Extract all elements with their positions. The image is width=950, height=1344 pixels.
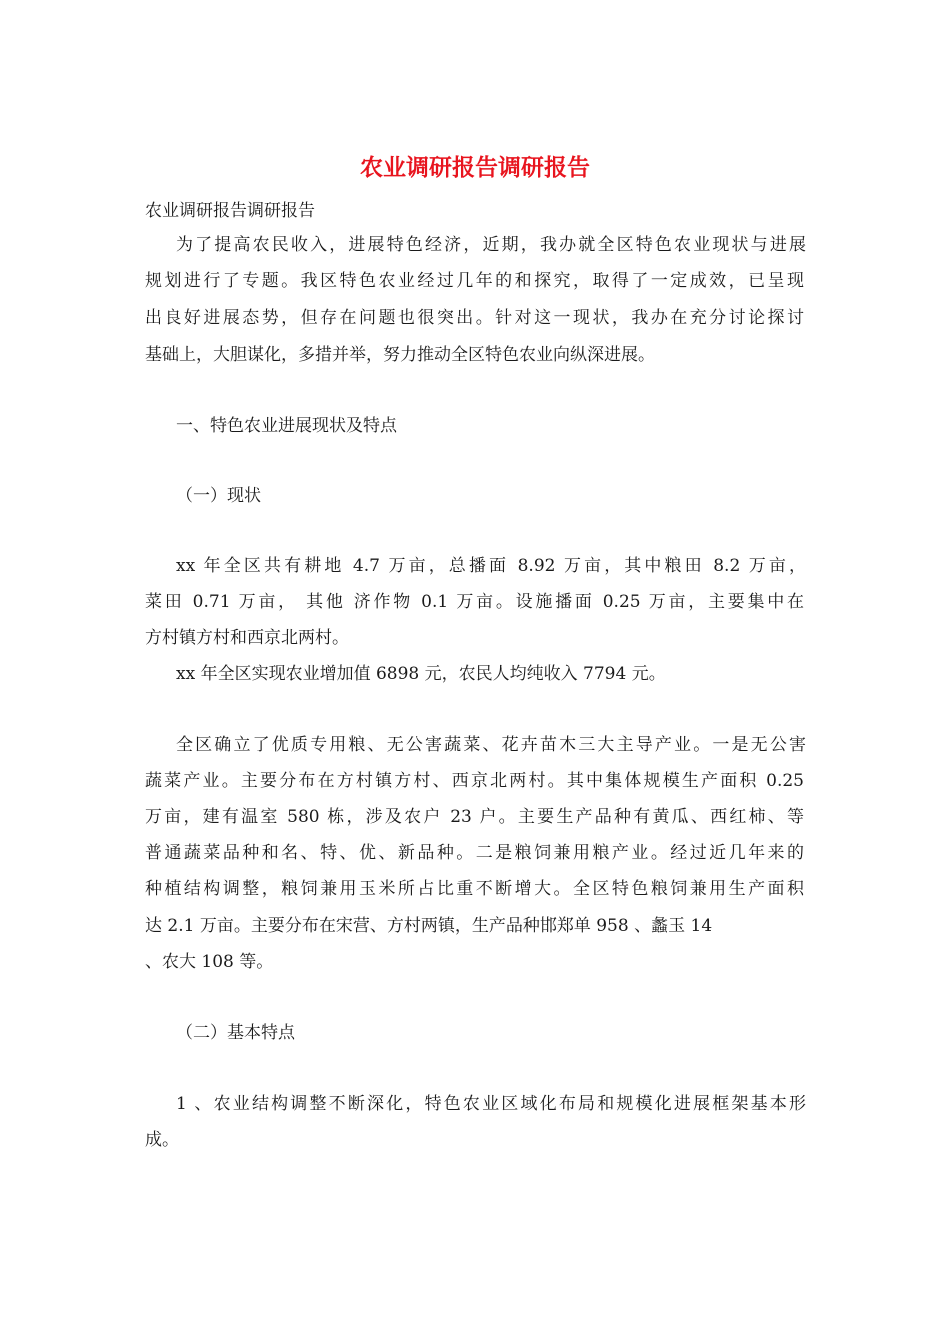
feature-line: 1 、农业结构调整不断深化，特色农业区域化布局和规模化进展框架基本形 — [176, 1094, 806, 1114]
industry-line: 蔬菜产业。主要分布在方村镇方村、西京北两村。其中集体规模生产面积 0.25 — [145, 771, 804, 791]
status-line: 菜田 0.71 万亩， 其他 济作物 0.1 万亩。设施播面 0.25 万亩，主要集中在 — [145, 592, 804, 612]
intro-line: 规划进行了专题。我区特色农业经过几年的和探究，取得了一定成效，已呈现 — [145, 271, 804, 291]
status-line: 方村镇方村和西京北两村。 — [145, 628, 349, 648]
section-heading: 一、特色农业进展现状及特点 — [176, 416, 397, 436]
industry-line: 普通蔬菜品种和名、特、优、新品种。二是粮饲兼用粮产业。经过近几年来的 — [145, 843, 804, 863]
industry-line: 全区确立了优质专用粮、无公害蔬菜、花卉苗木三大主导产业。一是无公害 — [176, 735, 806, 755]
subsection-heading: （二）基本特点 — [176, 1023, 295, 1043]
industry-line: 万亩，建有温室 580 栋，涉及农户 23 户。主要生产品种有黄瓜、西红柿、等 — [145, 807, 804, 827]
income-line: xx 年全区实现农业增加值 6898 元，农民人均纯收入 7794 元。 — [176, 664, 666, 684]
intro-line: 为了提高农民收入，进展特色经济，近期，我办就全区特色农业现状与进展 — [176, 235, 806, 255]
intro-line: 出良好进展态势，但存在问题也很突出。针对这一现状，我办在充分讨论探讨 — [145, 308, 804, 328]
status-line: xx 年全区共有耕地 4.7 万亩，总播面 8.92 万亩，其中粮田 8.2 万亩， — [176, 556, 806, 576]
document-subtitle: 农业调研报告调研报告 — [145, 201, 315, 221]
document-title: 农业调研报告调研报告 — [360, 154, 590, 181]
intro-line: 基础上，大胆谋化，多措并举，努力推动全区特色农业向纵深进展。 — [145, 345, 655, 365]
industry-line: 达 2.1 万亩。主要分布在宋营、方村两镇，生产品种邯郑单 958 、蠡玉 14 — [145, 916, 713, 936]
industry-line: 种植结构调整，粮饲兼用玉米所占比重不断增大。全区特色粮饲兼用生产面积 — [145, 879, 804, 899]
subsection-heading: （一）现状 — [176, 486, 261, 506]
industry-line: 、农大 108 等。 — [145, 952, 274, 972]
feature-line: 成。 — [145, 1130, 179, 1150]
